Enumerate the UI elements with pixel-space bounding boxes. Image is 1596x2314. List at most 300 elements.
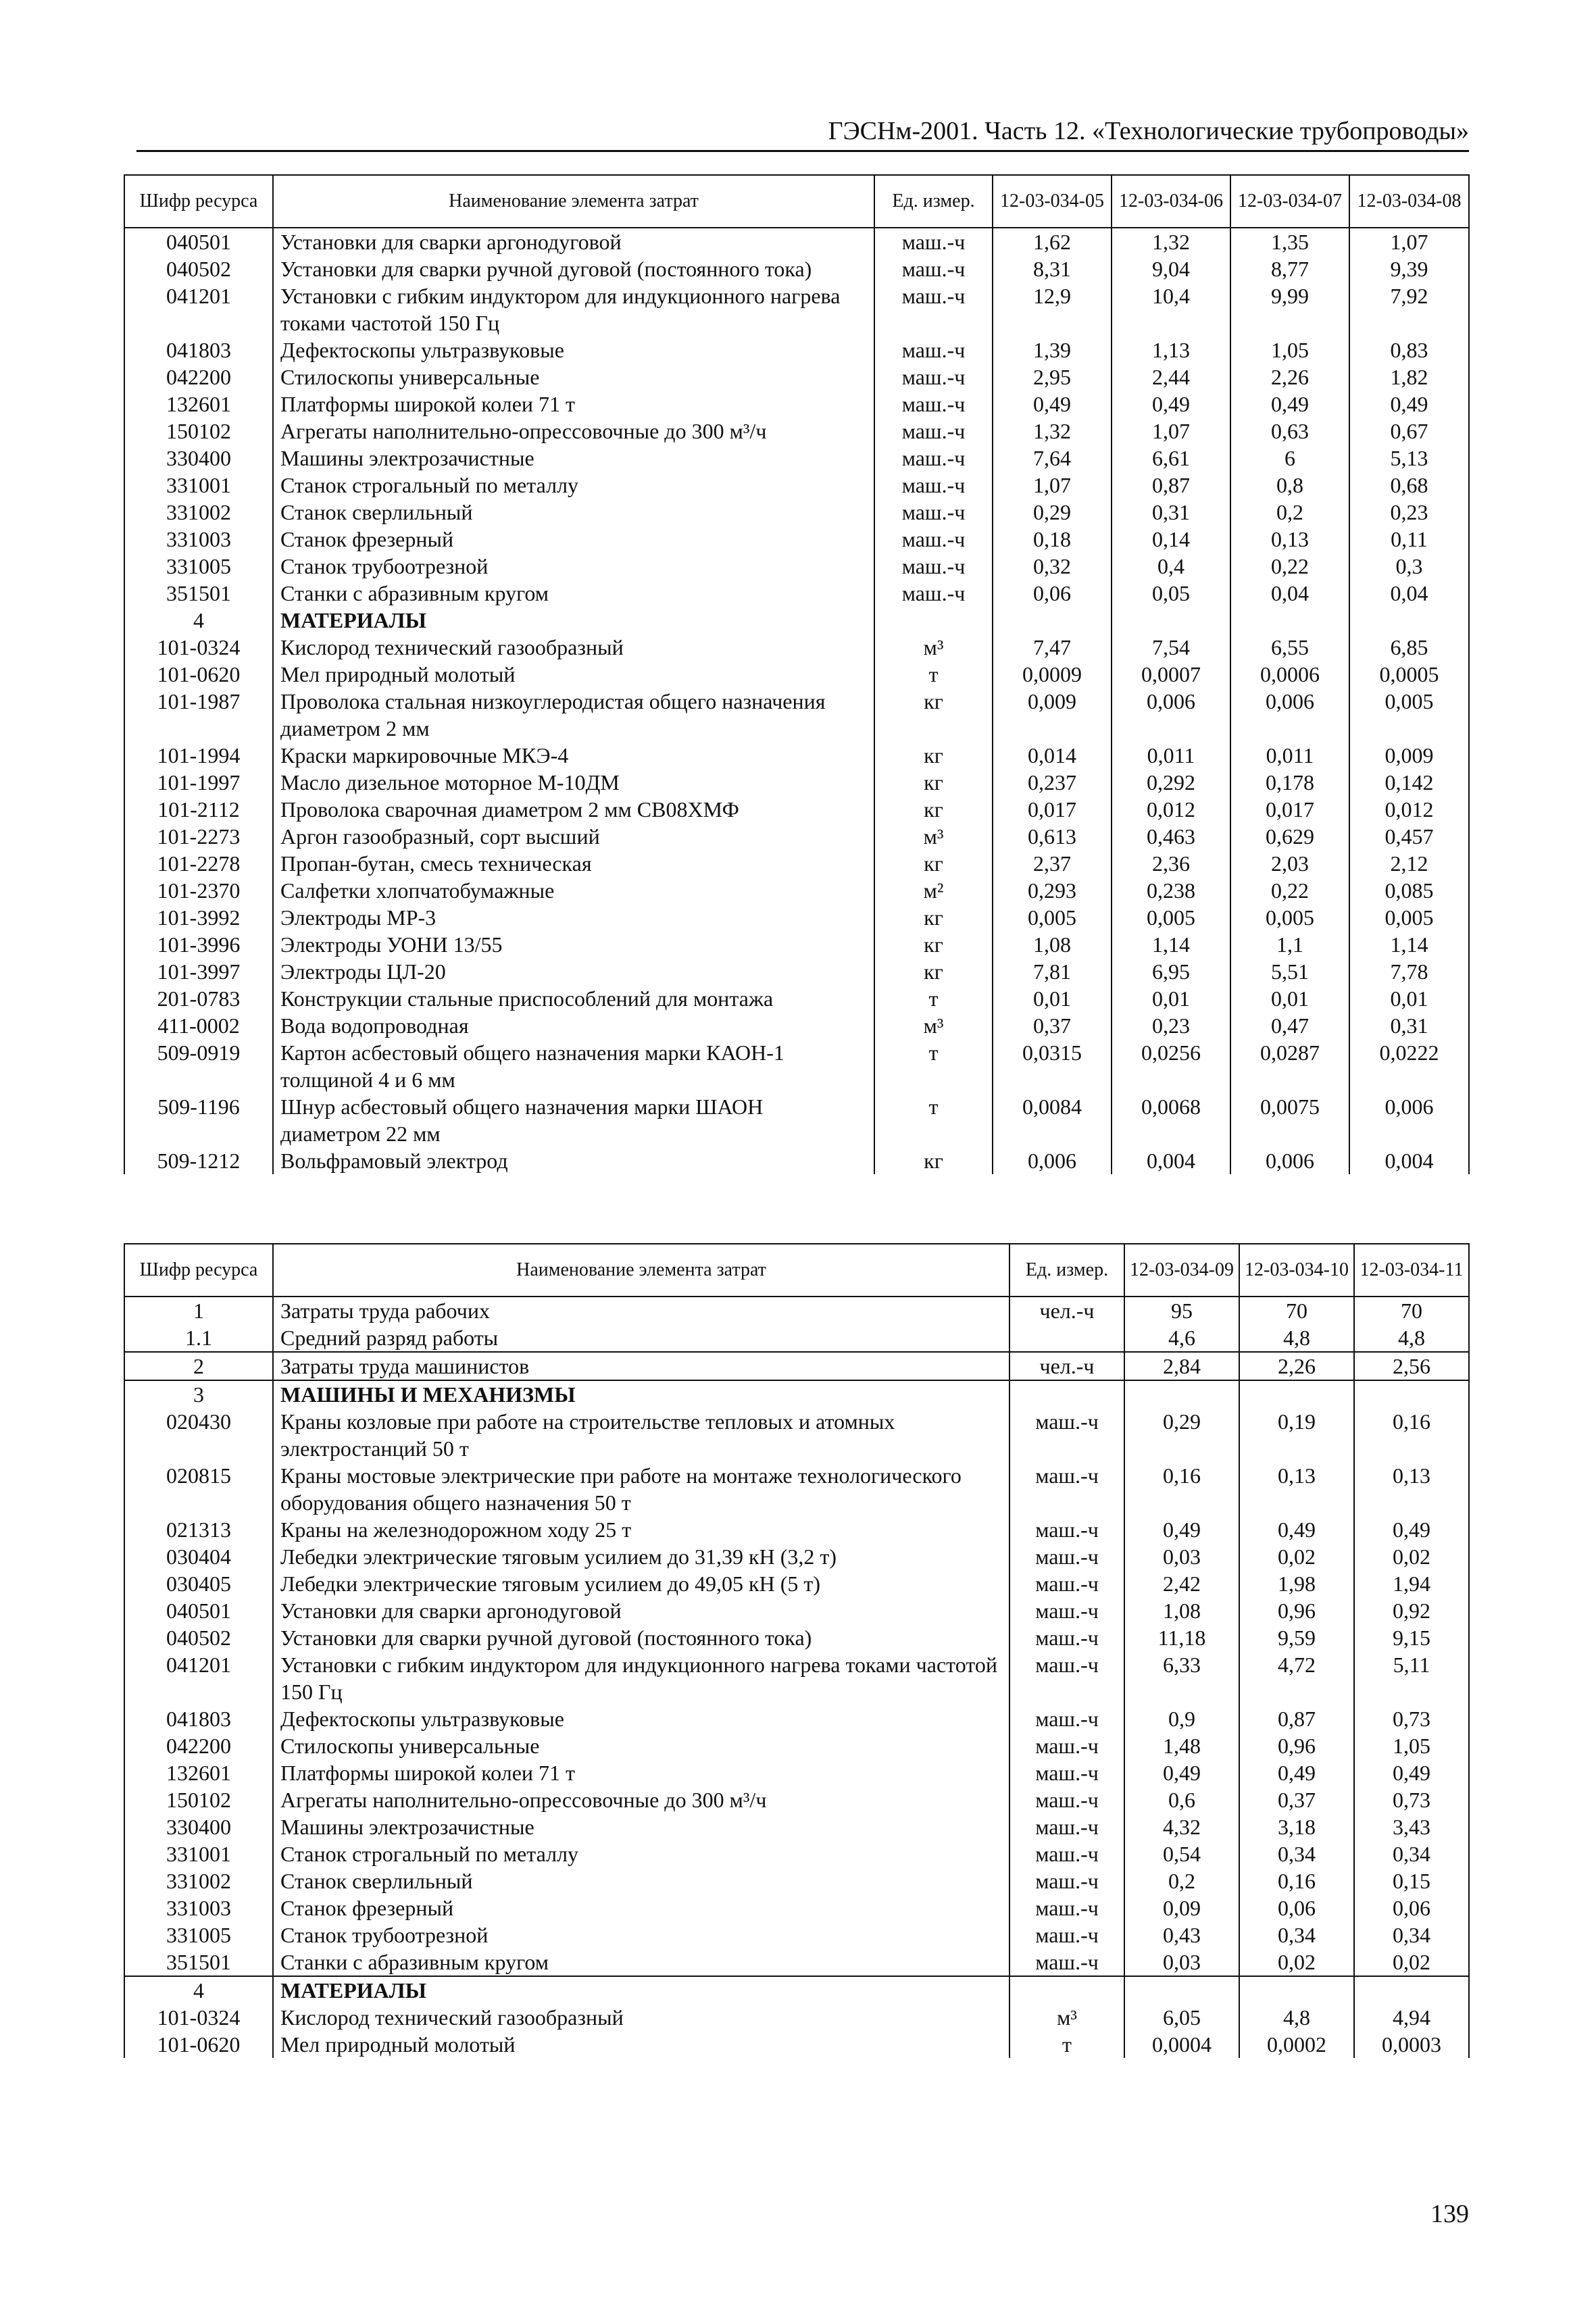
resource-value: 0,23 <box>1349 499 1469 526</box>
resource-value: 0,005 <box>1349 688 1469 742</box>
table-row <box>124 769 1469 796</box>
resource-value: 2,26 <box>1230 363 1349 391</box>
resource-name: Агрегаты наполнительно-опрессовочные до 300 м³/ч <box>273 418 874 445</box>
resource-value: 4,72 <box>1239 1651 1354 1705</box>
resource-value: 0,014 <box>993 742 1112 769</box>
resource-unit: чел.-ч <box>1009 1352 1124 1380</box>
resource-code: 101-2278 <box>124 850 273 877</box>
resource-unit: кг <box>874 796 993 823</box>
resource-value: 8,77 <box>1230 255 1349 282</box>
table-row <box>124 877 1469 904</box>
resource-value: 70 <box>1239 1297 1354 1324</box>
resource-unit: маш.-ч <box>874 391 993 418</box>
resource-value: 6 <box>1230 445 1349 472</box>
resource-value: 0,15 <box>1354 1867 1469 1894</box>
resource-unit: маш.-ч <box>874 336 993 363</box>
resource-value: 6,55 <box>1230 634 1349 661</box>
resource-unit: маш.-ч <box>874 418 993 445</box>
table-row <box>124 2004 1469 2031</box>
resource-value: 95 <box>1124 1297 1239 1324</box>
resource-unit: маш.-ч <box>874 282 993 336</box>
resource-value <box>1354 1976 1469 2004</box>
resource-value: 1,82 <box>1349 363 1469 391</box>
resource-name: Вода водопроводная <box>273 1012 874 1039</box>
resource-value: 1,98 <box>1239 1570 1354 1597</box>
table-row <box>124 363 1469 391</box>
resource-unit: маш.-ч <box>1009 1543 1124 1570</box>
resource-value <box>993 607 1112 634</box>
resource-value: 0,29 <box>993 499 1112 526</box>
resource-value: 0,49 <box>1239 1516 1354 1543</box>
resource-name: Конструкции стальные приспособлений для монтажа <box>273 985 874 1012</box>
resource-name: Платформы широкой колеи 71 т <box>273 1759 1009 1786</box>
table-row <box>124 391 1469 418</box>
resource-value: 0,006 <box>1349 1093 1469 1147</box>
resource-value: 0,04 <box>1349 580 1469 607</box>
resource-value <box>1124 1380 1239 1408</box>
resource-code: 101-2273 <box>124 823 273 850</box>
table-row <box>124 1867 1469 1894</box>
resource-unit: маш.-ч <box>874 526 993 553</box>
resource-value: 0,012 <box>1112 796 1230 823</box>
resource-unit: м³ <box>874 634 993 661</box>
resource-value: 0,49 <box>1230 391 1349 418</box>
resource-value: 2,56 <box>1354 1352 1469 1380</box>
resource-unit: т <box>874 985 993 1012</box>
resource-code: 4 <box>124 1976 273 2004</box>
resource-unit: маш.-ч <box>1009 1651 1124 1705</box>
resource-value: 6,61 <box>1112 445 1230 472</box>
resource-code: 040501 <box>124 1597 273 1624</box>
resource-name: МАШИНЫ И МЕХАНИЗМЫ <box>273 1380 1009 1408</box>
resource-value: 9,39 <box>1349 255 1469 282</box>
resource-value: 8,31 <box>993 255 1112 282</box>
resource-value: 0,73 <box>1354 1705 1469 1732</box>
resource-value: 0,02 <box>1354 1948 1469 1976</box>
resource-unit: кг <box>874 769 993 796</box>
resource-name: Электроды МР-3 <box>273 904 874 931</box>
resource-value: 5,13 <box>1349 445 1469 472</box>
resource-unit: маш.-ч <box>1009 1624 1124 1651</box>
table-row <box>124 553 1469 580</box>
resource-name: Краски маркировочные МКЭ-4 <box>273 742 874 769</box>
resource-name: Установки с гибким индуктором для индукционного нагрева токами частотой 150 Гц <box>273 1651 1009 1705</box>
resource-name: Картон асбестовый общего назначения марки КАОН-1 толщиной 4 и 6 мм <box>273 1039 874 1093</box>
resource-name: Станки с абразивным кругом <box>273 1948 1009 1976</box>
table-row <box>124 228 1469 255</box>
resource-value: 0,4 <box>1112 553 1230 580</box>
resource-name: Краны козловые при работе на строительстве тепловых и атомных электростанций 50 т <box>273 1408 1009 1462</box>
resource-name: МАТЕРИАЛЫ <box>273 607 874 634</box>
resource-code: 101-0324 <box>124 634 273 661</box>
resource-value: 1,39 <box>993 336 1112 363</box>
resource-value: 0,87 <box>1239 1705 1354 1732</box>
resource-code: 101-2112 <box>124 796 273 823</box>
resource-value: 0,31 <box>1112 499 1230 526</box>
resource-code: 021313 <box>124 1516 273 1543</box>
resource-unit: т <box>1009 2031 1124 2058</box>
resource-value: 0,34 <box>1239 1921 1354 1948</box>
resource-value: 0,006 <box>1230 1147 1349 1174</box>
resource-value <box>1124 1976 1239 2004</box>
resource-value: 0,004 <box>1112 1147 1230 1174</box>
resource-value: 0,29 <box>1124 1408 1239 1462</box>
resource-value: 0,0007 <box>1112 661 1230 688</box>
resource-code: 101-1997 <box>124 769 273 796</box>
resource-unit: т <box>874 1039 993 1093</box>
resource-code: 101-0324 <box>124 2004 273 2031</box>
resource-code: 3 <box>124 1380 273 1408</box>
resource-value: 0,0084 <box>993 1093 1112 1147</box>
resource-name: Краны мостовые электрические при работе на монтаже технологического оборудования общего назначения 50 т <box>273 1462 1009 1516</box>
resource-value: 4,6 <box>1124 1324 1239 1352</box>
resource-value: 0,22 <box>1230 553 1349 580</box>
table-row <box>124 1759 1469 1786</box>
resource-value: 2,44 <box>1112 363 1230 391</box>
resource-unit: маш.-ч <box>1009 1516 1124 1543</box>
resource-value: 0,49 <box>993 391 1112 418</box>
resource-code: 331002 <box>124 1867 273 1894</box>
resource-unit: маш.-ч <box>1009 1948 1124 1976</box>
resource-value <box>1239 1976 1354 2004</box>
resource-code: 331003 <box>124 526 273 553</box>
resource-value: 1,14 <box>1349 931 1469 958</box>
resource-value: 6,85 <box>1349 634 1469 661</box>
resource-unit: м² <box>874 877 993 904</box>
section-row <box>124 1380 1469 1408</box>
resource-value: 0,34 <box>1354 1840 1469 1867</box>
resource-name: Затраты труда машинистов <box>273 1352 1009 1380</box>
table-row <box>124 282 1469 336</box>
resource-value: 0,49 <box>1354 1759 1469 1786</box>
table-row <box>124 634 1469 661</box>
resource-code: 101-3992 <box>124 904 273 931</box>
resource-name: Установки для сварки аргонодуговой <box>273 228 874 255</box>
resource-value: 7,47 <box>993 634 1112 661</box>
resource-code: 509-0919 <box>124 1039 273 1093</box>
resource-value: 1,08 <box>993 931 1112 958</box>
table-row <box>124 661 1469 688</box>
resource-value: 0,9 <box>1124 1705 1239 1732</box>
resource-unit: м³ <box>874 823 993 850</box>
resource-value: 0,005 <box>1230 904 1349 931</box>
table-row <box>124 958 1469 985</box>
resource-value: 1,05 <box>1230 336 1349 363</box>
resource-value: 1,13 <box>1112 336 1230 363</box>
table-row <box>124 1039 1469 1093</box>
resource-name: Шнур асбестовый общего назначения марки ШАОН диаметром 22 мм <box>273 1093 874 1147</box>
table-row <box>124 1352 1469 1380</box>
document-title: ГЭСНм-2001. Часть 12. «Технологические трубопроводы» <box>828 117 1469 145</box>
resource-value <box>1354 1380 1469 1408</box>
resource-value: 0,0315 <box>993 1039 1112 1093</box>
resource-unit: кг <box>874 850 993 877</box>
resource-value: 0,009 <box>993 688 1112 742</box>
table-row <box>124 1543 1469 1570</box>
resource-name: Электроды ЦЛ-20 <box>273 958 874 985</box>
resource-table-1 <box>124 174 1470 1174</box>
resource-name: Пропан-бутан, смесь техническая <box>273 850 874 877</box>
table-row <box>124 904 1469 931</box>
resource-value: 0,293 <box>993 877 1112 904</box>
table-row <box>124 499 1469 526</box>
resource-name: Станок сверлильный <box>273 499 874 526</box>
resource-value: 0,96 <box>1239 1597 1354 1624</box>
document-header <box>136 115 1469 152</box>
resource-value: 0,06 <box>1239 1894 1354 1921</box>
resource-unit: маш.-ч <box>1009 1921 1124 1948</box>
resource-value: 0,0009 <box>993 661 1112 688</box>
resource-value: 0,43 <box>1124 1921 1239 1948</box>
resource-value: 2,03 <box>1230 850 1349 877</box>
table-row <box>124 336 1469 363</box>
resource-code: 201-0783 <box>124 985 273 1012</box>
resource-value: 0,009 <box>1349 742 1469 769</box>
resource-name: Вольфрамовый электрод <box>273 1147 874 1174</box>
resource-name: Станок сверлильный <box>273 1867 1009 1894</box>
resource-value: 9,59 <box>1239 1624 1354 1651</box>
resource-value: 0,34 <box>1354 1921 1469 1948</box>
resource-value: 0,6 <box>1124 1786 1239 1813</box>
resource-code: 1 <box>124 1297 273 1324</box>
resource-value: 2,42 <box>1124 1570 1239 1597</box>
resource-value: 0,006 <box>1230 688 1349 742</box>
resource-code: 1.1 <box>124 1324 273 1352</box>
resource-value: 0,09 <box>1124 1894 1239 1921</box>
resource-value: 4,8 <box>1354 1324 1469 1352</box>
resource-name: Станок фрезерный <box>273 526 874 553</box>
header-col: 12-03-034-06 <box>1112 175 1230 228</box>
resource-code: 030405 <box>124 1570 273 1597</box>
resource-code: 331001 <box>124 1840 273 1867</box>
resource-name: Дефектоскопы ультразвуковые <box>273 1705 1009 1732</box>
resource-value: 0,0002 <box>1239 2031 1354 2058</box>
resource-name: Электроды УОНИ 13/55 <box>273 931 874 958</box>
resource-value: 1,07 <box>1349 228 1469 255</box>
table-row <box>124 823 1469 850</box>
table-row <box>124 796 1469 823</box>
resource-value: 9,99 <box>1230 282 1349 336</box>
resource-code: 042200 <box>124 1732 273 1759</box>
resource-code: 150102 <box>124 418 273 445</box>
resource-value: 70 <box>1354 1297 1469 1324</box>
resource-value: 0,54 <box>1124 1840 1239 1867</box>
header-col: 12-03-034-08 <box>1349 175 1469 228</box>
resource-unit: маш.-ч <box>874 445 993 472</box>
resource-unit <box>1009 1324 1124 1352</box>
header-code: Шифр ресурса <box>124 1244 273 1297</box>
resource-name: Установки для сварки ручной дуговой (постоянного тока) <box>273 255 874 282</box>
resource-value: 0,0006 <box>1230 661 1349 688</box>
resource-unit: маш.-ч <box>874 553 993 580</box>
resource-name: Аргон газообразный, сорт высший <box>273 823 874 850</box>
resource-value: 1,07 <box>993 472 1112 499</box>
resource-value: 0,017 <box>993 796 1112 823</box>
resource-name: Станок фрезерный <box>273 1894 1009 1921</box>
resource-value: 0,13 <box>1230 526 1349 553</box>
resource-name: Установки для сварки ручной дуговой (постоянного тока) <box>273 1624 1009 1651</box>
resource-unit: маш.-ч <box>1009 1840 1124 1867</box>
resource-value: 2,84 <box>1124 1352 1239 1380</box>
resource-value: 9,04 <box>1112 255 1230 282</box>
resource-value: 0,03 <box>1124 1948 1239 1976</box>
resource-name: Кислород технический газообразный <box>273 634 874 661</box>
page-number: 139 <box>1430 2200 1469 2228</box>
resource-name: Станок трубоотрезной <box>273 1921 1009 1948</box>
resource-unit: кг <box>874 742 993 769</box>
resource-value: 0,49 <box>1112 391 1230 418</box>
resource-value <box>1239 1380 1354 1408</box>
resource-unit: кг <box>874 688 993 742</box>
table-row <box>124 580 1469 607</box>
resource-value: 0,49 <box>1124 1759 1239 1786</box>
resource-unit: маш.-ч <box>1009 1732 1124 1759</box>
resource-name: Установки для сварки аргонодуговой <box>273 1597 1009 1624</box>
resource-value: 0,22 <box>1230 877 1349 904</box>
table-row <box>124 1651 1469 1705</box>
resource-value: 0,629 <box>1230 823 1349 850</box>
header-col: 12-03-034-05 <box>993 175 1112 228</box>
resource-value: 6,05 <box>1124 2004 1239 2031</box>
resource-value: 0,34 <box>1239 1840 1354 1867</box>
resource-value: 0,18 <box>993 526 1112 553</box>
resource-value: 0,01 <box>993 985 1112 1012</box>
resource-value: 0,178 <box>1230 769 1349 796</box>
resource-value: 0,0075 <box>1230 1093 1349 1147</box>
table-row <box>124 418 1469 445</box>
table-row <box>124 1516 1469 1543</box>
resource-value: 12,9 <box>993 282 1112 336</box>
resource-code: 509-1196 <box>124 1093 273 1147</box>
resource-value: 1,62 <box>993 228 1112 255</box>
resource-value: 7,54 <box>1112 634 1230 661</box>
resource-value: 0,16 <box>1124 1462 1239 1516</box>
table-header-row <box>124 1244 1469 1297</box>
resource-value: 0,0004 <box>1124 2031 1239 2058</box>
resource-code: 132601 <box>124 391 273 418</box>
resource-unit: маш.-ч <box>874 363 993 391</box>
resource-name: Стилоскопы универсальные <box>273 363 874 391</box>
resource-value: 2,95 <box>993 363 1112 391</box>
resource-unit: маш.-ч <box>1009 1813 1124 1840</box>
table-row <box>124 1570 1469 1597</box>
resource-value: 4,8 <box>1239 2004 1354 2031</box>
resource-value: 1,08 <box>1124 1597 1239 1624</box>
resource-value: 1,94 <box>1354 1570 1469 1597</box>
resource-name: Мел природный молотый <box>273 2031 1009 2058</box>
header-unit: Ед. измер. <box>874 175 993 228</box>
resource-value: 0,47 <box>1230 1012 1349 1039</box>
resource-code: 041201 <box>124 282 273 336</box>
resource-value: 0,68 <box>1349 472 1469 499</box>
resource-value: 0,01 <box>1349 985 1469 1012</box>
resource-value: 2,36 <box>1112 850 1230 877</box>
resource-value: 6,33 <box>1124 1651 1239 1705</box>
resource-value: 0,005 <box>1349 904 1469 931</box>
resource-value: 0,0005 <box>1349 661 1469 688</box>
resource-code: 041201 <box>124 1651 273 1705</box>
resource-unit: маш.-ч <box>874 255 993 282</box>
resource-name: МАТЕРИАЛЫ <box>273 1976 1009 2004</box>
resource-value: 0,13 <box>1354 1462 1469 1516</box>
resource-code: 040502 <box>124 1624 273 1651</box>
resource-unit: маш.-ч <box>1009 1759 1124 1786</box>
resource-value: 0,011 <box>1112 742 1230 769</box>
resource-value: 0,8 <box>1230 472 1349 499</box>
resource-value: 0,0222 <box>1349 1039 1469 1093</box>
table-row <box>124 255 1469 282</box>
resource-value: 4,8 <box>1239 1324 1354 1352</box>
resource-code: 150102 <box>124 1786 273 1813</box>
resource-value: 0,19 <box>1239 1408 1354 1462</box>
resource-unit: м³ <box>874 1012 993 1039</box>
resource-value: 0,004 <box>1349 1147 1469 1174</box>
table-row <box>124 1624 1469 1651</box>
resource-value: 0,37 <box>1239 1786 1354 1813</box>
resource-unit: м³ <box>1009 2004 1124 2031</box>
resource-name: Станок строгальный по металлу <box>273 1840 1009 1867</box>
resource-unit: маш.-ч <box>874 472 993 499</box>
resource-value: 0,49 <box>1354 1516 1469 1543</box>
resource-name: Проволока сварочная диаметром 2 мм СВ08ХМФ <box>273 796 874 823</box>
resource-value: 0,37 <box>993 1012 1112 1039</box>
resource-value: 0,2 <box>1230 499 1349 526</box>
table-row <box>124 2031 1469 2058</box>
resource-value: 1,48 <box>1124 1732 1239 1759</box>
resource-value: 0,292 <box>1112 769 1230 796</box>
resource-unit: маш.-ч <box>1009 1570 1124 1597</box>
resource-value: 0,03 <box>1124 1543 1239 1570</box>
resource-value: 0,0256 <box>1112 1039 1230 1093</box>
resource-value: 0,613 <box>993 823 1112 850</box>
header-col: 12-03-034-11 <box>1354 1244 1469 1297</box>
resource-value: 0,02 <box>1239 1948 1354 1976</box>
table-row <box>124 1948 1469 1976</box>
table-row <box>124 985 1469 1012</box>
resource-value: 0,06 <box>1354 1894 1469 1921</box>
resource-unit: кг <box>874 958 993 985</box>
header-name: Наименование элемента затрат <box>273 1244 1009 1297</box>
resource-name: Станки с абразивным кругом <box>273 580 874 607</box>
resource-value: 7,92 <box>1349 282 1469 336</box>
resource-code: 411-0002 <box>124 1012 273 1039</box>
resource-value <box>1349 607 1469 634</box>
resource-code: 2 <box>124 1352 273 1380</box>
resource-name: Проволока стальная низкоуглеродистая общего назначения диаметром 2 мм <box>273 688 874 742</box>
resource-value: 11,18 <box>1124 1624 1239 1651</box>
resource-value: 2,26 <box>1239 1352 1354 1380</box>
table-row <box>124 1012 1469 1039</box>
resource-unit: маш.-ч <box>1009 1462 1124 1516</box>
resource-name: Затраты труда рабочих <box>273 1297 1009 1324</box>
resource-value: 0,237 <box>993 769 1112 796</box>
resource-value: 0,92 <box>1354 1597 1469 1624</box>
resource-code: 331001 <box>124 472 273 499</box>
resource-unit <box>874 607 993 634</box>
resource-unit: маш.-ч <box>1009 1597 1124 1624</box>
resource-code: 101-0620 <box>124 2031 273 2058</box>
resource-name: Лебедки электрические тяговым усилием до 31,39 кН (3,2 т) <box>273 1543 1009 1570</box>
resource-code: 101-0620 <box>124 661 273 688</box>
table-row <box>124 742 1469 769</box>
table-row <box>124 1786 1469 1813</box>
resource-value: 0,02 <box>1239 1543 1354 1570</box>
resource-value: 2,37 <box>993 850 1112 877</box>
resource-unit <box>1009 1380 1124 1408</box>
resource-code: 4 <box>124 607 273 634</box>
resource-name: Масло дизельное моторное М-10ДМ <box>273 769 874 796</box>
resource-value: 0,32 <box>993 553 1112 580</box>
